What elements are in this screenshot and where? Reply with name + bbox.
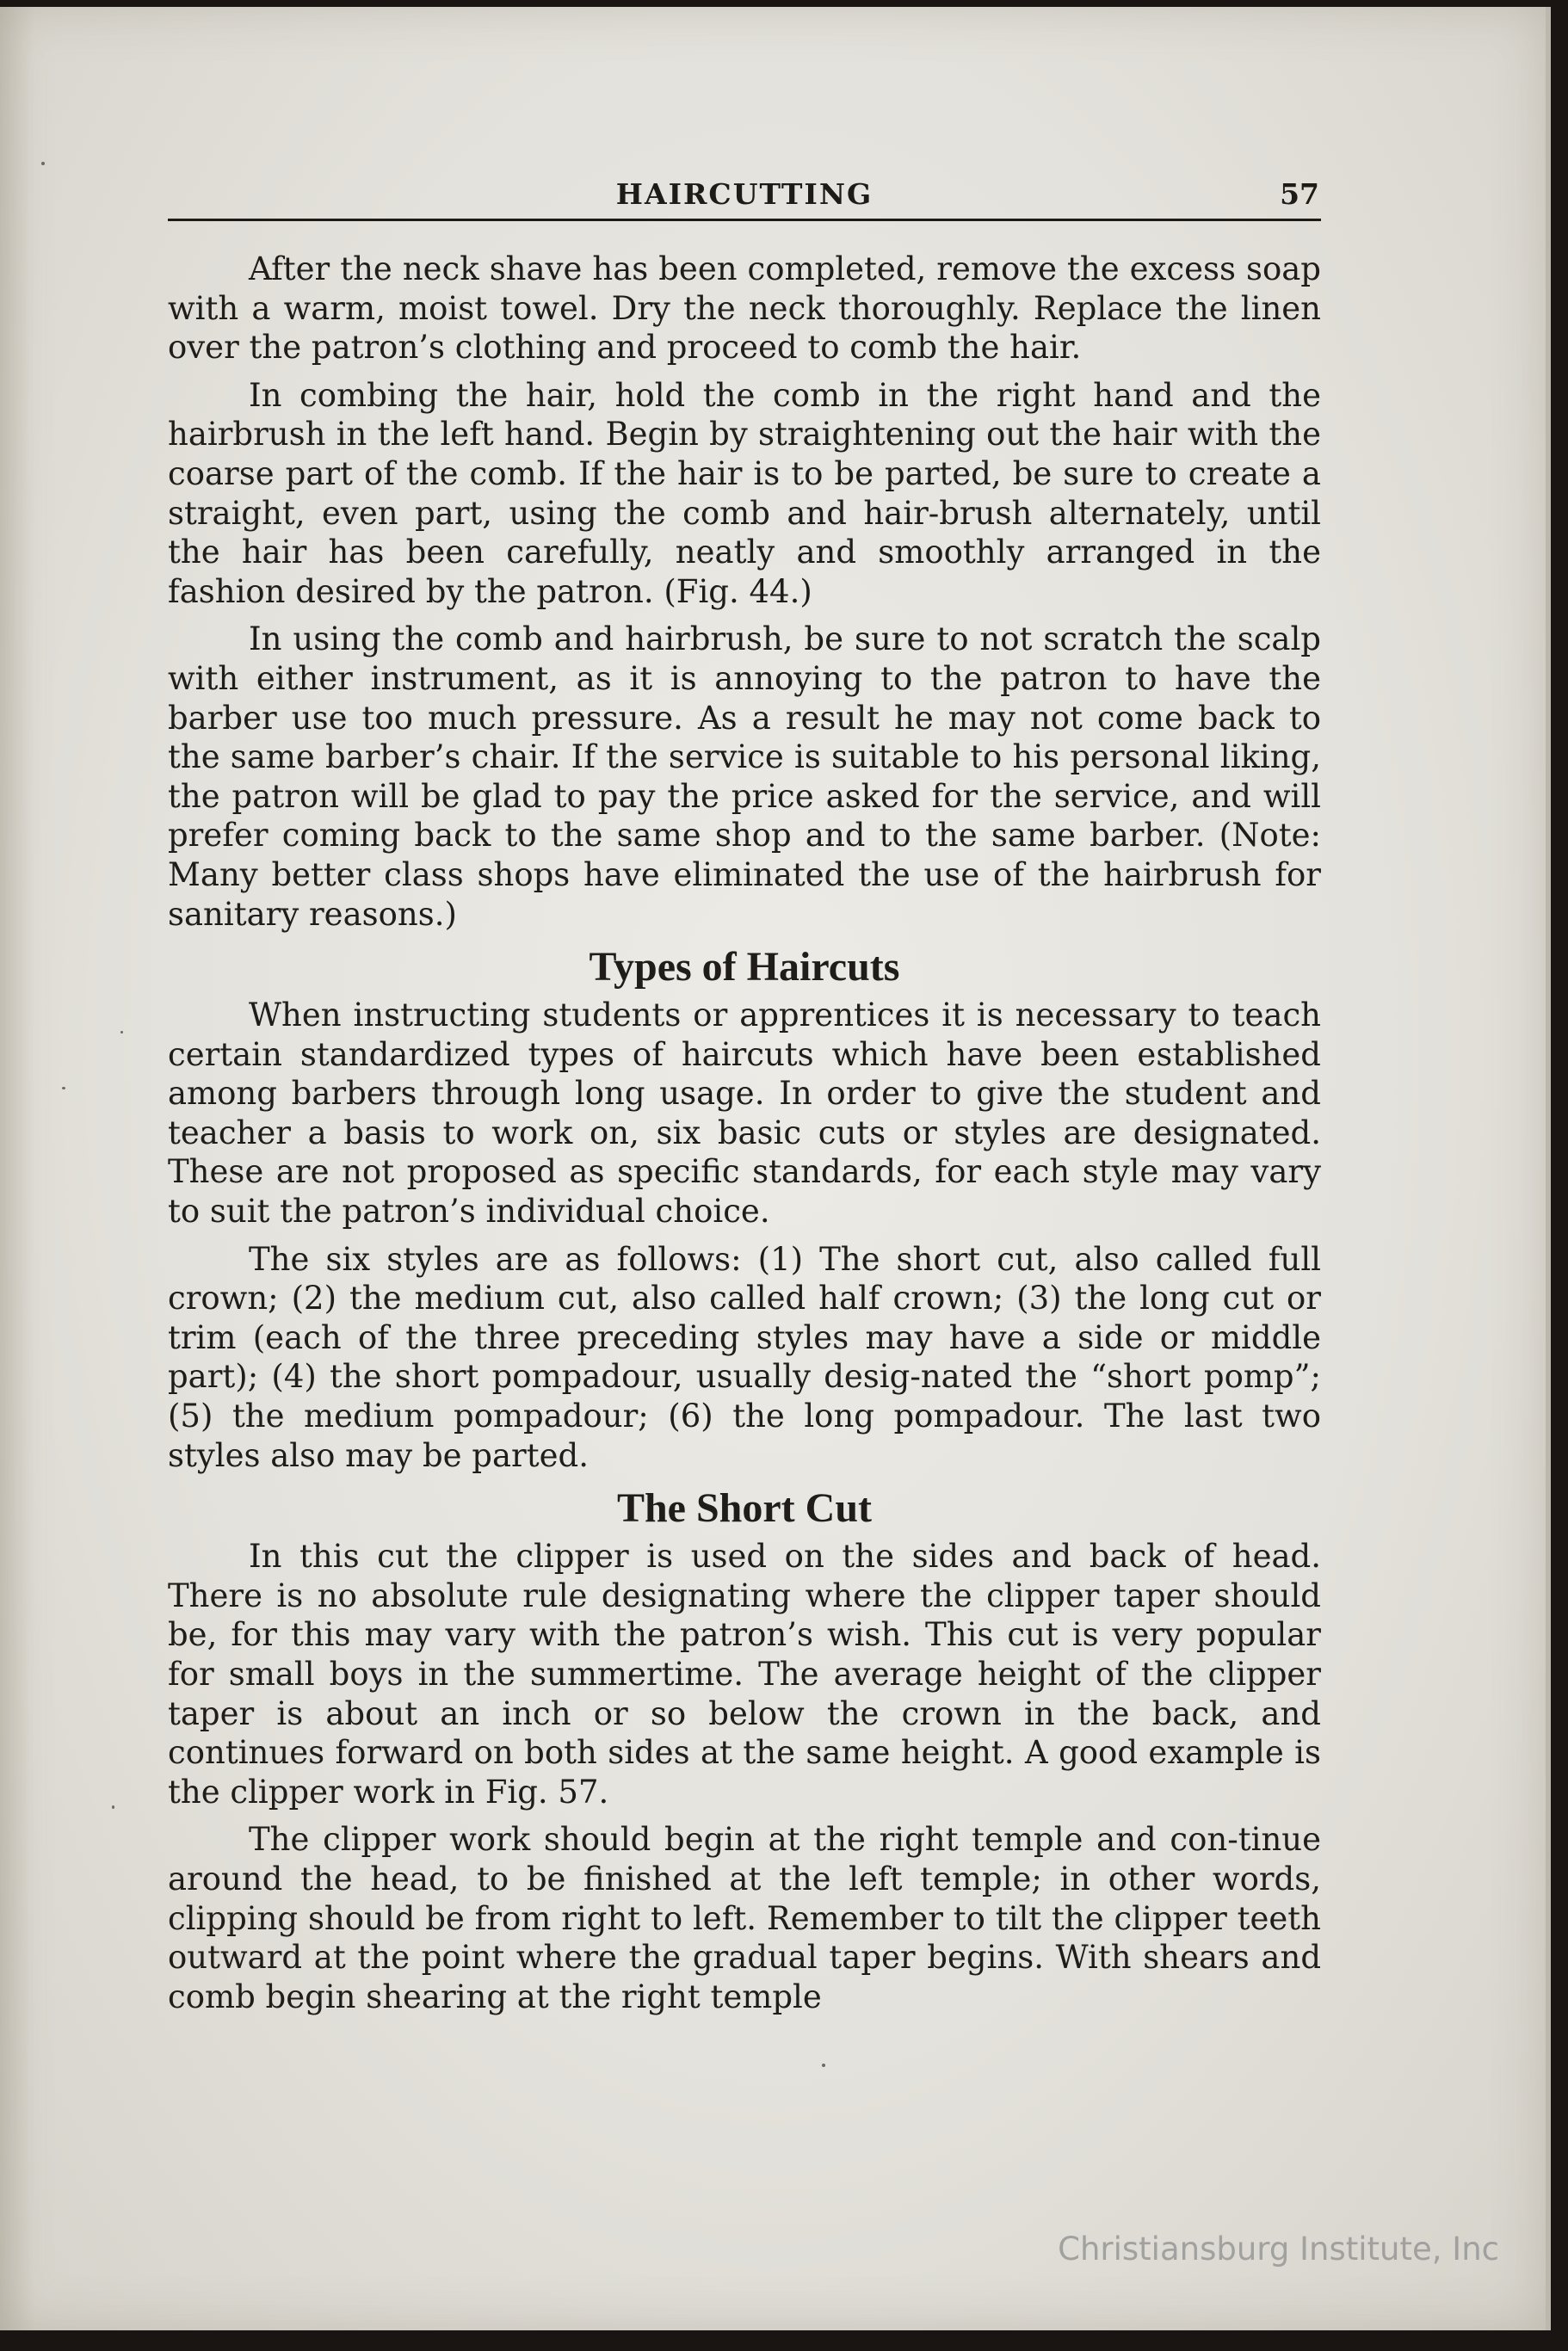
paper-speck <box>41 162 45 165</box>
paragraph-combing: In combing the hair, hold the comb in the right hand and the hairbrush in the left hand. Begin by straightening out the hair with the coarse part of the comb. If the hair is to be parted, be sure to create a straight, even part, using the comb and hair-brush alternately, until the hair has been carefully, neatly and smoothly arranged in the fashion desired by the patron. (Fig. 44.) <box>168 376 1321 610</box>
archive-watermark: Christiansburg Institute, Inc <box>1058 2231 1499 2268</box>
running-head: HAIRCUTTING <box>615 177 874 211</box>
paragraph-neck-shave: After the neck shave has been completed, remove the excess soap with a warm, moist towel. Dry the neck thoroughly. Replace the linen over the patron’s clothing and proceed to comb the hair. <box>168 250 1321 367</box>
body-text <box>168 250 1321 2025</box>
paragraph-short-cut: In this cut the clipper is used on the sides and back of head. There is no absolute rule designating where the clipper taper should be, for this may vary with the patron’s wish. This cut is very popular for small boys in the summertime. The average height of the clipper taper is about an inch or so below the crown in the back, and continues forward on both sides at the same height. A good example is the clipper work in Fig. 57. <box>168 1538 1321 1811</box>
paragraph-six-styles: The six styles are as follows: (1) The short cut, also called full crown; (2) the medium cut, also called half crown; (3) the long cut or trim (each of the three preceding styles may have a side or middle part); (4) the short pompadour, usually desig-nated the “short pomp”; (5) the medium pompadour; (6) the long pompadour. The last two styles also may be parted. <box>168 1240 1321 1474</box>
paper-speck <box>112 1805 114 1809</box>
book-page <box>0 7 1551 2330</box>
paragraph-comb-hairbrush: In using the comb and hairbrush, be sure to not scratch the scalp with either instrument, as it is annoying to the patron to have the barber use too much pressure. As a result he may not come back to the same barber’s chair. If the service is suitable to his personal liking, the patron will be glad to pay the price asked for the service, and will prefer coming back to the same shop and to the same barber. (Note: Many better class shops have eliminated the use of the hairbrush for sanitary reasons.) <box>168 620 1321 933</box>
paragraph-instructing-students: When instructing students or apprentices it is necessary to teach certain standardized types of haircuts which have been established among barbers through long usage. In order to give the student and teacher a basis to work on, six basic cuts or styles are designated. These are not proposed as specific standards, for each style may vary to suit the patron’s individual choice. <box>168 997 1321 1231</box>
section-heading-types-of-haircuts: Types of Haircuts <box>589 944 900 990</box>
section-heading-short-cut: The Short Cut <box>616 1485 873 1532</box>
paper-speck <box>62 1087 65 1089</box>
page-header <box>168 174 1321 221</box>
paper-speck <box>822 2064 825 2067</box>
paragraph-clipper-work: The clipper work should begin at the right temple and con-tinue around the head, to be finished at the left temple; in other words, clipping should be from right to left. Remember to tilt the clipper teeth outward at the point where the gradual taper begins. With shears and comb begin shearing at the right temple <box>168 1821 1321 2015</box>
paper-speck <box>120 1031 123 1034</box>
page-number: 57 <box>1280 177 1319 211</box>
